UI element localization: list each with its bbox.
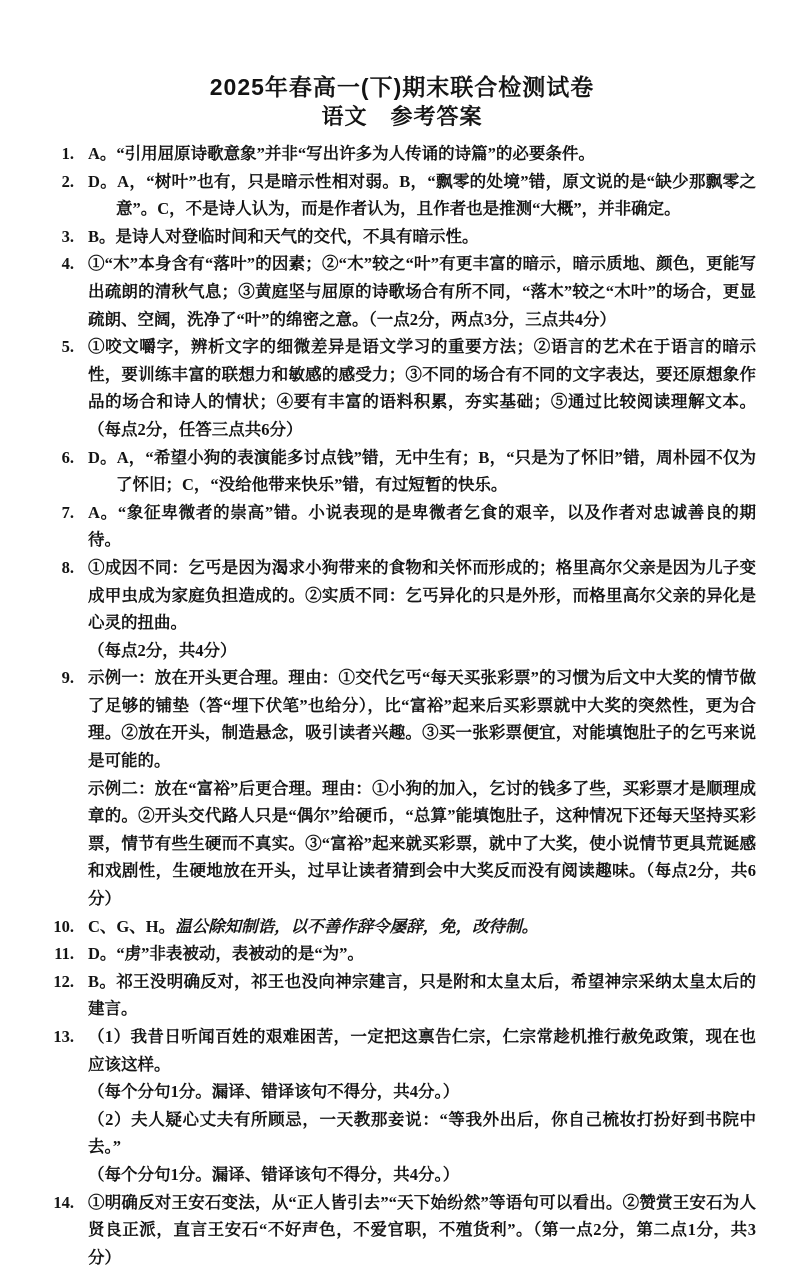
item-content	[88, 554, 756, 664]
answer-item	[48, 444, 756, 499]
item-paragraph: ①成因不同：乞丐是因为渴求小狗带来的食物和关怀而形成的；格里高尔父亲是因为儿子变成甲虫成为家庭负担造成的。②实质不同：乞丐异化的只是外形，而格里高尔父亲的异化是心灵的扭曲。	[88, 557, 756, 633]
item-number: 4.	[61, 254, 74, 274]
item-number: 14.	[53, 1192, 74, 1212]
answer-item	[48, 554, 756, 664]
item-number: 5.	[61, 337, 74, 357]
answer-item	[48, 250, 756, 333]
item-paragraph: A。“引用屈原诗歌意象”并非“写出许多为人传诵的诗篇”的必要条件。	[88, 144, 595, 163]
item-content	[88, 333, 756, 443]
item-number: 8.	[61, 557, 74, 577]
item-number: 11.	[54, 944, 74, 964]
item-number: 9.	[61, 668, 74, 688]
answer-item	[48, 664, 756, 912]
page-subtitle: 语文 参考答案	[321, 104, 483, 129]
item-paragraph: （2）夫人疑心丈夫有所顾忌，一天教那妾说：“等我外出后，你自己梳妆打扮好到书院中去。”	[88, 1109, 756, 1157]
item-paragraph: （每点2分，共4分）	[88, 640, 237, 660]
item-content	[88, 940, 756, 968]
item-content	[88, 968, 756, 1023]
item-content	[88, 140, 756, 168]
answer-item	[48, 968, 756, 1023]
answer-item	[48, 1023, 756, 1189]
item-number: 1.	[61, 144, 74, 163]
item-paragraph: B。是诗人对登临时间和天气的交代，不具有暗示性。	[88, 226, 479, 246]
item-paragraph: ①明确反对王安石变法，从“正人皆引去”“天下始纷然”等语句可以看出。②赞赏王安石为人贤良正派，直言王安石“不好声色，不爱官职，不殖货利”。（第一点2分，第二点1分，共3分）	[88, 1192, 757, 1267]
answer-item	[48, 940, 756, 968]
item-number: 13.	[53, 1027, 74, 1046]
answer-item	[48, 913, 756, 941]
item-paragraph: 示例二：放在“富裕”后更合理。理由：①小狗的加入，乞讨的钱多了些，买彩票才是顺理成章的。②开头交代路人只是“偶尔”给硬币，“总算”能填饱肚子，这种情况下还每天坚持买彩票，情节有些生硬而不真实。③“富裕”起来就买彩票，就中了大奖，使小说情节更具荒诞感和戏剧性，生硬地放在开头，过早让读者猜到会中大奖反而没有阅读趣味。（每点2分，共6分）	[88, 778, 756, 909]
answer-item	[48, 223, 756, 251]
item-content	[88, 444, 756, 499]
item-content	[88, 223, 756, 251]
item-paragraph: D。A，“希望小狗的表演能多讨点钱”错，无中生有；B，“只是为了怀旧”错，周朴园不仅为了怀旧；C，“没给他带来快乐”错，有过短暂的快乐。	[88, 447, 756, 495]
item-paragraph	[88, 913, 756, 941]
answer-item	[48, 499, 756, 554]
page-title: 2025年春高一(下)期末联合检测试卷	[209, 74, 595, 100]
answer-item	[48, 1189, 756, 1271]
item-number: 10.	[53, 916, 74, 936]
item-paragraph: D。A，“树叶”也有，只是暗示性相对弱。B，“飘零的处境”错，原文说的是“缺少那飘零之意”。C，不是诗人认为，而是作者认为，且作者也是推测“大概”，并非确定。	[88, 171, 756, 219]
item-paragraph: 示例一：放在开头更合理。理由：①交代乞丐“每天买张彩票”的习惯为后文中大奖的情节做了足够的铺垫（答“埋下伏笔”也给分），比“富裕”起来后买彩票就中大奖的突然性，更为合理。②放在开头，制造悬念，吸引读者兴趣。③买一张彩票便宜，对能填饱肚子的乞丐来说是可能的。	[88, 668, 756, 771]
answer-item	[48, 168, 756, 223]
item-content	[88, 168, 756, 223]
item-content	[88, 1023, 756, 1189]
item-paragraph: B。祁王没明确反对，祁王也没向神宗建言，只是附和太皇太后，希望神宗采纳太皇太后的建言。	[88, 971, 756, 1019]
item-content	[88, 664, 756, 912]
item-content	[88, 913, 756, 941]
answer-text: C、G、H。	[88, 916, 176, 936]
item-content	[88, 499, 756, 554]
item-number: 6.	[61, 447, 74, 467]
answer-item	[48, 333, 756, 443]
item-paragraph: D。“虏”非表被动，表被动的是“为”。	[88, 944, 364, 964]
answer-item	[48, 140, 756, 168]
item-paragraph: A。“象征卑微者的崇高”错。小说表现的是卑微者乞食的艰辛，以及作者对忠诚善良的期待。	[88, 502, 756, 550]
item-number: 2.	[61, 171, 74, 191]
item-content	[88, 1189, 756, 1271]
item-paragraph: （每个分句1分。漏译、错译该句不得分，共4分。）	[88, 1164, 460, 1184]
item-number: 12.	[53, 971, 74, 991]
kaiti-quote-text: 温公除知制诰，以不善作辞令屡辞，免，改待制。	[175, 916, 539, 936]
item-number: 3.	[61, 226, 74, 246]
item-paragraph: （每个分句1分。漏译、错译该句不得分，共4分。）	[88, 1082, 460, 1102]
answer-list	[48, 140, 756, 1271]
item-paragraph: ①咬文嚼字，辨析文字的细微差异是语文学习的重要方法；②语言的艺术在于语言的暗示性，要训练丰富的联想力和敏感的感受力；③不同的场合有不同的文字表达，要还原想象作品的场合和诗人的情状；④要有丰富的语料积累，夯实基础；⑤通过比较阅读理解文本。（每点2分，任答三点共6分）	[88, 337, 756, 439]
item-number: 7.	[61, 502, 74, 522]
item-paragraph: （1）我昔日听闻百姓的艰难困苦，一定把这禀告仁宗，仁宗常趁机推行赦免政策，现在也应该这样。	[88, 1027, 756, 1074]
item-paragraph: ①“木”本身含有“落叶”的因素；②“木”较之“叶”有更丰富的暗示，暗示质地、颜色，更能写出疏朗的清秋气息；③黄庭坚与屈原的诗歌场合有所不同，“落木”较之“木叶”的场合，更显疏朗、空阔，洗净了“叶”的绵密之意。（一点2分，两点3分，三点共4分）	[88, 254, 756, 329]
item-content	[88, 250, 756, 333]
